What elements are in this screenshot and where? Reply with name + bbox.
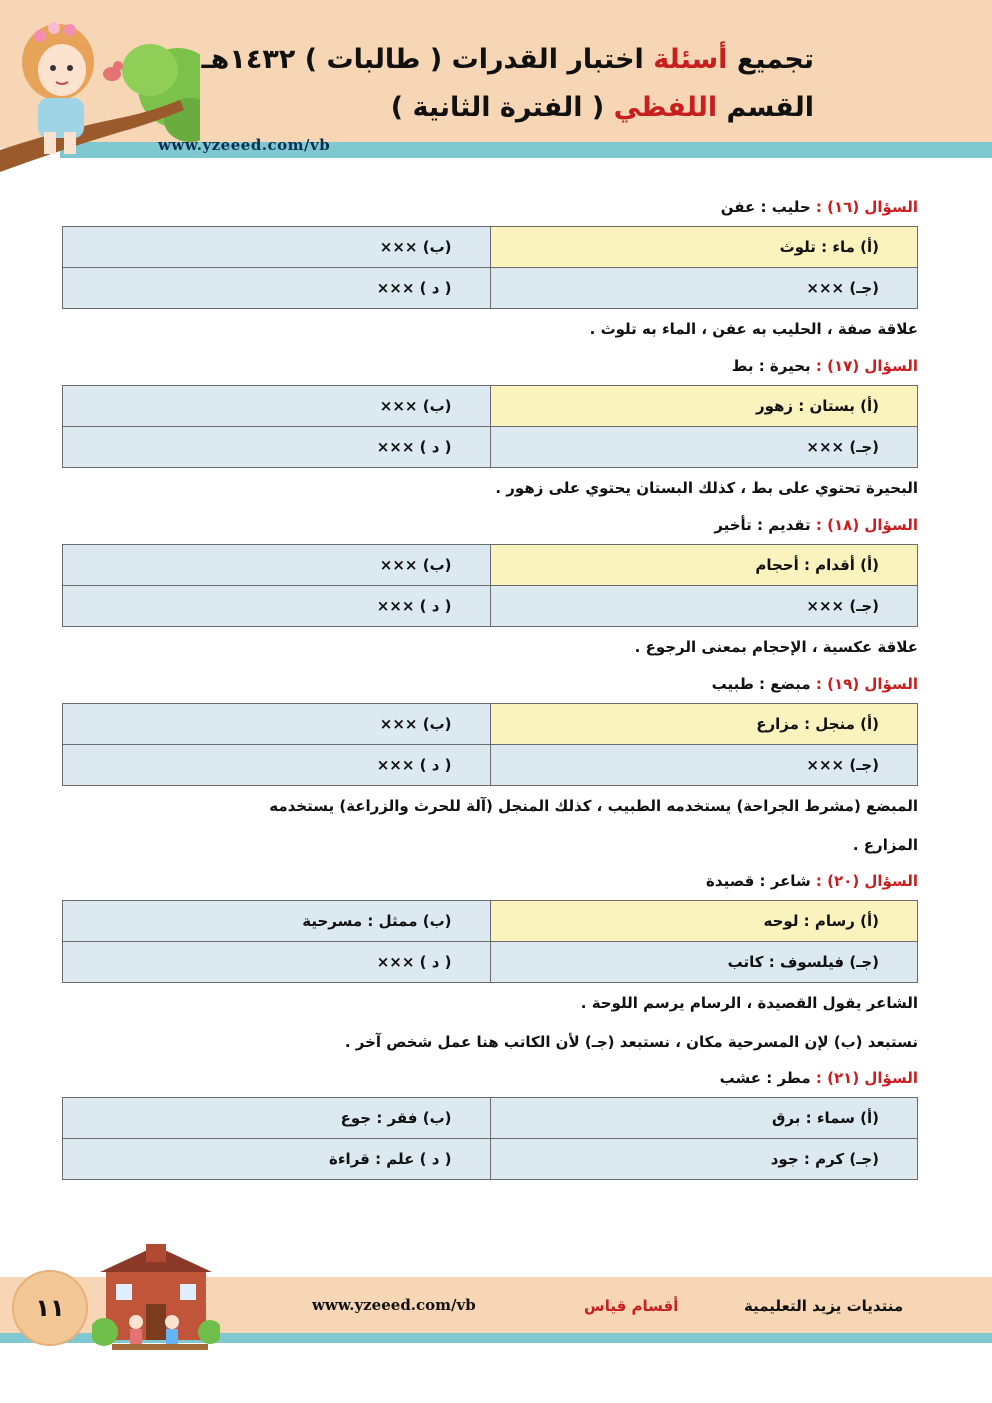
question-18-label xyxy=(62,508,918,542)
option-c: (جـ) فيلسوف : كاتب xyxy=(490,942,918,983)
title-line-2-part-b: ( الفترة الثانية ) xyxy=(390,92,614,123)
question-20-label xyxy=(62,864,918,898)
question-pair: مطر : عشب xyxy=(719,1069,816,1087)
footer-sections-link[interactable]: أقسام قياس xyxy=(584,1297,679,1315)
option-c: (جـ) ××× xyxy=(490,268,918,309)
option-c: (جـ) ××× xyxy=(490,427,918,468)
question-17-explanation: البحيرة تحتوي على بط ، كذلك البستان يحتوي على زهور . xyxy=(495,479,918,497)
option-a: (أ) بستان : زهور xyxy=(490,386,918,427)
question-pair: تقديم : تأخير xyxy=(714,516,816,534)
question-number: السؤال (٢١) : xyxy=(815,1069,918,1087)
option-a: (أ) منجل : مزارع xyxy=(490,704,918,745)
question-21-options xyxy=(62,1097,918,1180)
title-line-1-red: أسئلة xyxy=(653,44,728,75)
question-18-options xyxy=(62,544,918,627)
question-number: السؤال (١٩) : xyxy=(815,675,918,693)
questions-content xyxy=(62,190,918,1180)
girl-on-branch-illustration xyxy=(0,0,200,190)
question-20-explanation-line-2: نستبعد (ب) لإن المسرحية مكان ، نستبعد (جـ) لأن الكاتب هنا عمل شخص آخر . xyxy=(344,1033,918,1051)
question-number: السؤال (٢٠) : xyxy=(815,872,918,890)
question-pair: مبضع : طبيب xyxy=(711,675,816,693)
option-d: ( د ) ××× xyxy=(63,586,491,627)
page-header xyxy=(0,0,992,190)
option-c: (جـ) ××× xyxy=(490,586,918,627)
question-19-options xyxy=(62,703,918,786)
question-20-explanation-line-1: الشاعر يقول القصيدة ، الرسام يرسم اللوحة . xyxy=(580,994,918,1012)
question-number: السؤال (١٦) : xyxy=(815,198,918,216)
footer-forum-name: منتديات يزيد التعليمية xyxy=(744,1297,904,1315)
title-line-1 xyxy=(194,36,814,84)
question-pair: بحيرة : بط xyxy=(731,357,816,375)
question-16-explanation: علاقة صفة ، الحليب به عفن ، الماء به تلوث . xyxy=(589,320,918,338)
option-d: ( د ) علم : قراءة xyxy=(63,1139,491,1180)
option-a: (أ) سماء : برق xyxy=(490,1098,918,1139)
page-footer xyxy=(0,1240,992,1403)
option-b: (ب) ممثل : مسرحية xyxy=(63,901,491,942)
school-children-illustration xyxy=(92,1240,220,1360)
question-19-label xyxy=(62,667,918,701)
question-pair: شاعر : قصيدة xyxy=(706,872,816,890)
title-line-1-part-b: اختبار القدرات ( طالبات ) ١٤٣٢هـ xyxy=(201,44,654,75)
title-line-2-part-a: القسم xyxy=(717,92,814,123)
option-c: (جـ) كرم : جود xyxy=(490,1139,918,1180)
question-18-explanation: علاقة عكسية ، الإحجام بمعنى الرجوع . xyxy=(634,638,918,656)
option-b: (ب) ××× xyxy=(63,227,491,268)
question-19-explanation-line-1: المبضع (مشرط الجراحة) يستخدمه الطبيب ، كذلك المنجل (آلة للحرث والزراعة) يستخدمه xyxy=(269,797,918,815)
option-a: (أ) أقدام : أحجام xyxy=(490,545,918,586)
option-d: ( د ) ××× xyxy=(63,427,491,468)
page-number: ١١ xyxy=(12,1270,88,1346)
question-17-options xyxy=(62,385,918,468)
title-line-2-red: اللفظي xyxy=(613,92,718,123)
question-number: السؤال (١٨) : xyxy=(815,516,918,534)
option-d: ( د ) ××× xyxy=(63,942,491,983)
question-pair: حليب : عفن xyxy=(720,198,816,216)
option-d: ( د ) ××× xyxy=(63,745,491,786)
option-b: (ب) ××× xyxy=(63,386,491,427)
footer-url[interactable]: www.yzeeed.com/vb xyxy=(312,1296,476,1314)
option-d: ( د ) ××× xyxy=(63,268,491,309)
option-b: (ب) ××× xyxy=(63,704,491,745)
title-line-2 xyxy=(194,84,814,132)
document-title xyxy=(194,36,814,132)
title-line-1-part-a: تجميع xyxy=(727,44,814,75)
option-c: (جـ) ××× xyxy=(490,745,918,786)
option-b: (ب) فقر : جوع xyxy=(63,1098,491,1139)
question-19-explanation-line-2: المزارع . xyxy=(852,836,918,854)
option-b: (ب) ××× xyxy=(63,545,491,586)
question-16-options xyxy=(62,226,918,309)
question-20-options xyxy=(62,900,918,983)
question-17-label xyxy=(62,349,918,383)
option-a: (أ) رسام : لوحه xyxy=(490,901,918,942)
header-url[interactable]: www.yzeeed.com/vb xyxy=(158,136,331,154)
option-a: (أ) ماء : تلوث xyxy=(490,227,918,268)
question-21-label xyxy=(62,1061,918,1095)
question-16-label xyxy=(62,190,918,224)
question-number: السؤال (١٧) : xyxy=(815,357,918,375)
